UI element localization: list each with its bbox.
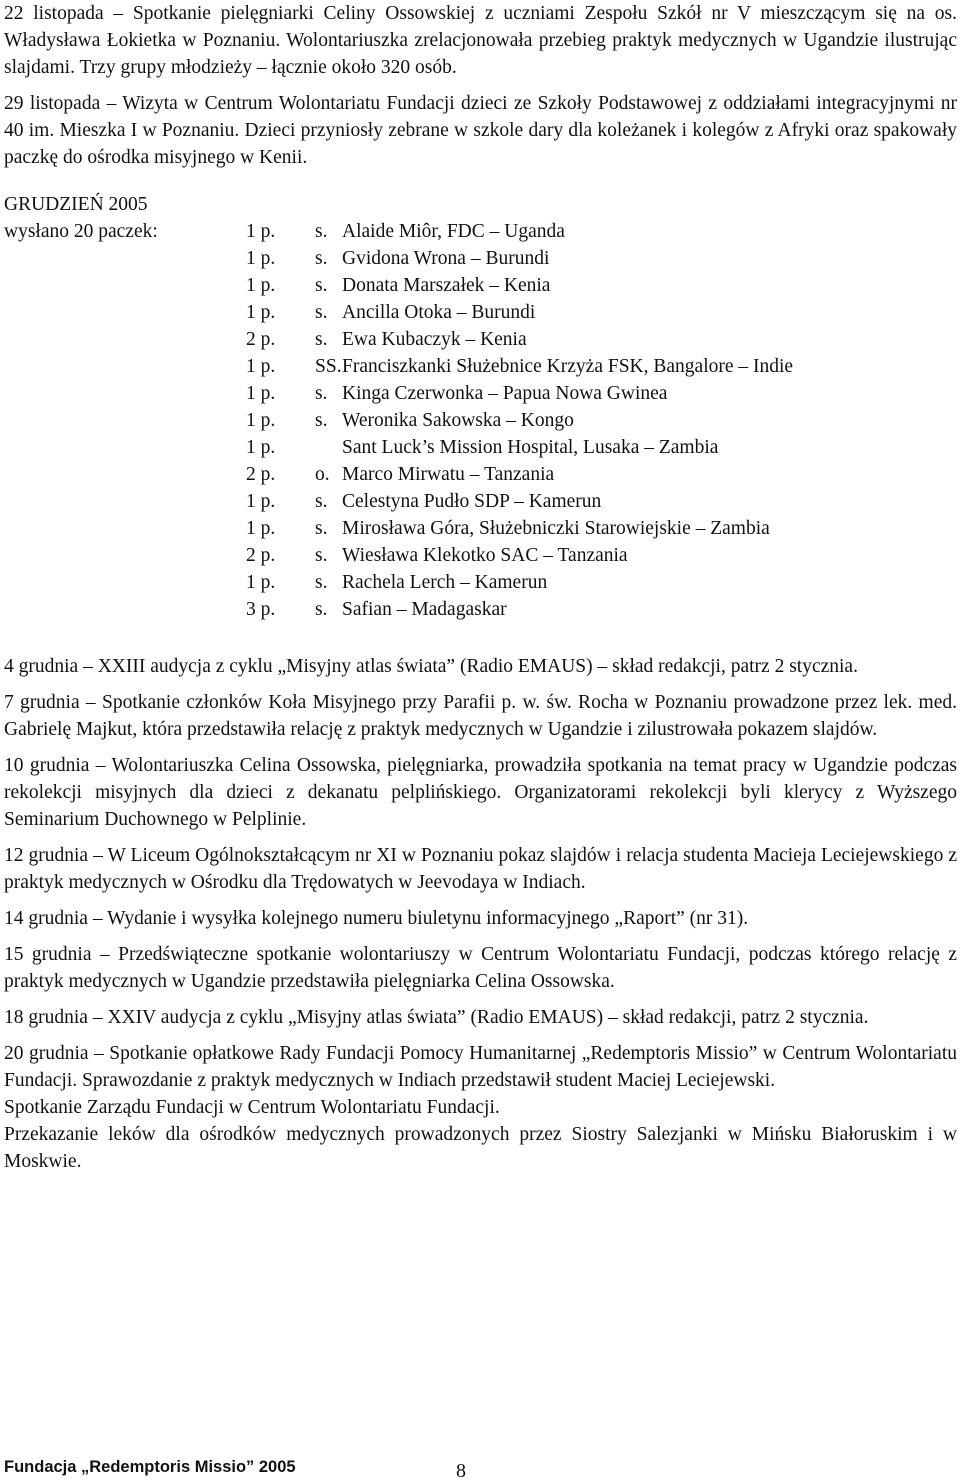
shipment-title: s. [315, 410, 328, 431]
shipment-qty: 1 p. [246, 356, 276, 377]
shipment-row [4, 569, 957, 596]
page-footer [4, 1457, 957, 1481]
footer-title: Fundacja „Redemptoris Missio” 2005 [4, 1458, 296, 1476]
shipment-destination: Marco Mirwatu – Tanzania [342, 464, 555, 485]
shipment-qty: 1 p. [246, 410, 276, 431]
shipment-row [4, 272, 957, 299]
month-heading: GRUDZIEŃ 2005 [4, 194, 148, 215]
shipment-title: s. [315, 383, 328, 404]
entry-10-grudnia: 10 grudnia – Wolontariuszka Celina Ossowska, pielęgniarka, prowadziła spotkania na temat pracy w Ugandzie podczas rekolekcji misyjnych dla dzieci z dekanatu pelplińskiego. Organizatorami rekolekcji byli klerycy z Wyższego Seminarium Duchownego w Pelplinie. [4, 755, 957, 830]
shipment-qty: 1 p. [246, 437, 276, 458]
shipment-row [4, 515, 957, 542]
shipment-row [4, 542, 957, 569]
shipment-qty: 2 p. [246, 545, 276, 566]
shipment-row [4, 407, 957, 434]
entry-18-grudnia: 18 grudnia – XXIV audycja z cyklu „Misyjny atlas świata” (Radio EMAUS) – skład redakcji, patrz 2 stycznia. [4, 1007, 869, 1028]
entry-7-grudnia: 7 grudnia – Spotkanie członków Koła Misyjnego przy Parafii p. w. św. Rocha w Poznaniu prowadzone przez lek. med. Gabrielę Majkut, która przedstawiła relację z praktyk medycznych w Ugandzie i zilustrowała pokazem slajdów. [4, 692, 957, 740]
entry-12-grudnia: 12 grudnia – W Liceum Ogólnokształcącym nr XI w Poznaniu pokaz slajdów i relacja studenta Macieja Leciejewskiego z praktyk medycznych w Ośrodku dla Trędowatych w Jeevodaya w Indiach. [4, 845, 957, 893]
entry-14-grudnia: 14 grudnia – Wydanie i wysyłka kolejnego numeru biuletynu informacyjnego „Raport” (nr 31). [4, 908, 749, 929]
entry-20-grudnia-leki: Przekazanie leków dla ośrodków medycznych prowadzonych przez Siostry Salezjanki w Mińsku Białoruskim i w Moskwie. [4, 1124, 957, 1172]
shipment-row [4, 353, 957, 380]
shipment-title: s. [315, 545, 328, 566]
entry-29-listopada: 29 listopada – Wizyta w Centrum Wolontariatu Fundacji dzieci ze Szkoły Podstawowej z oddziałami integracyjnymi nr 40 im. Mieszka I w Poznaniu. Dzieci przyniosły zebrane w szkole dary dla koleżanek i kolegów z Afryki oraz spakowały paczkę do ośrodka misyjnego w Kenii. [4, 93, 957, 168]
shipment-row [4, 218, 957, 245]
shipment-qty: 2 p. [246, 464, 276, 485]
shipment-destination: Ancilla Otoka – Burundi [342, 302, 536, 323]
entry-20-grudnia: 20 grudnia – Spotkanie opłatkowe Rady Fundacji Pomocy Humanitarnej „Redemptoris Missio” w Centrum Wolontariatu Fundacji. Sprawozdanie z praktyk medycznych w Indiach przedstawił student Maciej Leciejewski. [4, 1043, 957, 1091]
shipment-qty: 1 p. [246, 302, 276, 323]
shipment-title: s. [315, 329, 328, 350]
shipment-qty: 2 p. [246, 329, 276, 350]
shipment-destination: Wiesława Klekotko SAC – Tanzania [342, 545, 628, 566]
shipment-destination: Alaide Miôr, FDC – Uganda [342, 221, 565, 242]
shipment-destination: Donata Marszałek – Kenia [342, 275, 551, 296]
shipment-title: s. [315, 599, 328, 620]
entry-15-grudnia: 15 grudnia – Przedświąteczne spotkanie wolontariuszy w Centrum Wolontariatu Fundacji, podczas którego relację z praktyk medycznych w Ugandzie przedstawiła pielęgniarka Celina Ossowska. [4, 944, 957, 992]
shipment-row [4, 461, 957, 488]
shipment-title: s. [315, 572, 328, 593]
entry-20-grudnia-zarzad: Spotkanie Zarządu Fundacji w Centrum Wolontariatu Fundacji. [4, 1097, 500, 1118]
shipment-qty: 1 p. [246, 275, 276, 296]
shipment-qty: 1 p. [246, 383, 276, 404]
shipment-row [4, 245, 957, 272]
shipment-qty: 3 p. [246, 599, 276, 620]
shipment-qty: 1 p. [246, 518, 276, 539]
shipment-row [4, 326, 957, 353]
shipment-qty: 1 p. [246, 572, 276, 593]
shipment-destination: Gvidona Wrona – Burundi [342, 248, 550, 269]
shipment-row [4, 596, 957, 623]
shipment-qty: 1 p. [246, 221, 276, 242]
shipment-destination: Safian – Madagaskar [342, 599, 507, 620]
page-number: 8 [456, 1460, 466, 1482]
shipment-title: o. [315, 464, 330, 485]
entry-22-listopada: 22 listopada – Spotkanie pielęgniarki Celiny Ossowskiej z uczniami Zespołu Szkół nr V mieszczącym się na os. Władysława Łokietka w Poznaniu. Wolontariuszka zrelacjonowała przebieg praktyk medycznych w Ugandzie ilustrując slajdami. Trzy grupy młodzieży – łącznie około 320 osób. [4, 3, 957, 78]
shipment-title: s. [315, 275, 328, 296]
shipment-title: s. [315, 302, 328, 323]
shipment-destination: Franciszkanki Służebnice Krzyża FSK, Bangalore – Indie [342, 356, 794, 377]
document-page [4, 0, 957, 1175]
shipment-row [4, 434, 957, 461]
shipment-title: SS. [315, 356, 342, 377]
shipment-destination: Mirosława Góra, Służebniczki Starowiejskie – Zambia [342, 518, 770, 539]
shipment-destination: Kinga Czerwonka – Papua Nowa Gwinea [342, 383, 668, 404]
shipment-title: s. [315, 491, 328, 512]
shipment-destination: Sant Luck’s Mission Hospital, Lusaka – Zambia [342, 437, 719, 458]
shipment-title: s. [315, 248, 328, 269]
shipment-title: s. [315, 221, 328, 242]
entry-4-grudnia: 4 grudnia – XXIII audycja z cyklu „Misyjny atlas świata” (Radio EMAUS) – skład redakcji, patrz 2 stycznia. [4, 656, 858, 677]
shipments-list [4, 218, 957, 623]
shipment-row [4, 299, 957, 326]
shipment-destination: Weronika Sakowska – Kongo [342, 410, 574, 431]
shipment-destination: Celestyna Pudło SDP – Kamerun [342, 491, 602, 512]
shipment-qty: 1 p. [246, 248, 276, 269]
shipments-lead: wysłano 20 paczek: [4, 221, 158, 242]
shipment-qty: 1 p. [246, 491, 276, 512]
shipment-destination: Rachela Lerch – Kamerun [342, 572, 548, 593]
shipment-title: s. [315, 518, 328, 539]
shipment-row [4, 488, 957, 515]
shipment-destination: Ewa Kubaczyk – Kenia [342, 329, 527, 350]
shipment-row [4, 380, 957, 407]
